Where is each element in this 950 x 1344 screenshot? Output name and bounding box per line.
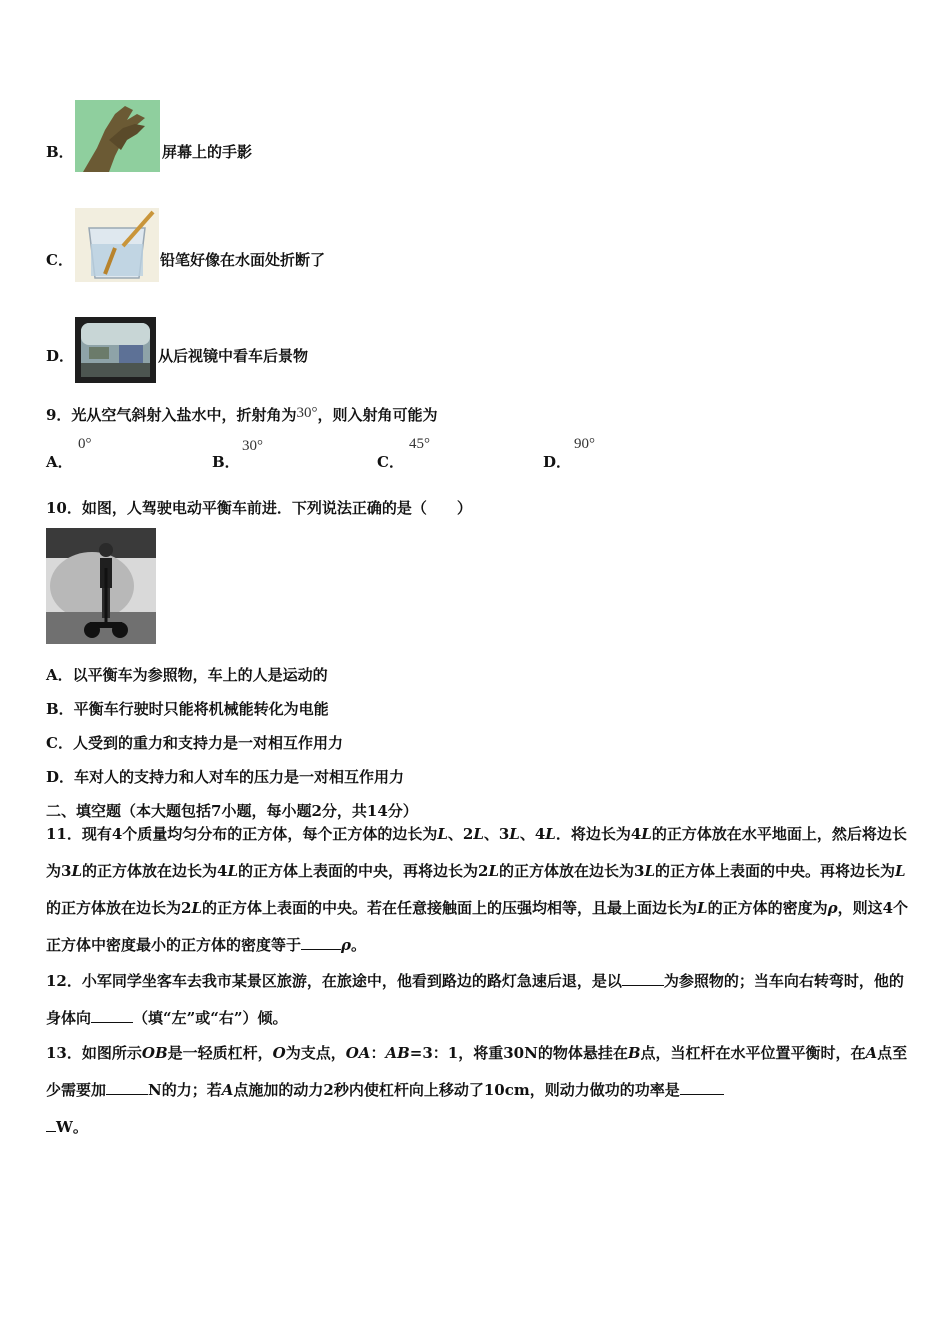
q11-text: 的正方体的密度为 <box>707 899 828 917</box>
var-l: L <box>545 825 556 843</box>
q13-text: ： <box>370 1044 386 1062</box>
q12-text: 12．小军同学坐客车去我市某景区旅游，在旅途中，他看到路边的路灯急速后退，是以 <box>46 972 622 990</box>
var-ob: OB <box>141 1044 168 1062</box>
q9-option-d-value: 90° <box>574 436 595 452</box>
q11-text: 的正方体放在边长为3 <box>498 862 645 880</box>
var-l: L <box>697 899 708 917</box>
q11-text: 的正方体上表面的中央。若在任意接触面上的压强均相等，且最上面边长为 <box>202 899 698 917</box>
option-d-label: D． <box>46 347 75 365</box>
q11-text: 的正方体上表面的中央，再将边长为2 <box>237 862 489 880</box>
q9-stem-text: 9．光从空气斜射入盐水中，折射角为 <box>46 406 297 424</box>
var-l: L <box>71 862 82 880</box>
var-l: L <box>473 825 484 843</box>
hand-shadow-photo <box>75 100 160 172</box>
q9-option-b-value: 30° <box>242 438 263 454</box>
question-13 <box>46 1035 911 1146</box>
q11-text: 、4 <box>519 825 546 843</box>
var-l: L <box>191 899 202 917</box>
var-o: O <box>272 1044 286 1062</box>
q10-option-c: C．人受到的重力和支持力是一对相互作用力 <box>46 734 343 752</box>
var-ab: AB <box>385 1044 410 1062</box>
q13-text: 13．如图所示 <box>46 1044 142 1062</box>
q9-option-d-label: D． <box>543 453 572 471</box>
q11-text: 11．现有4个质量均匀分布的正方体，每个正方体的边长为 <box>46 825 438 843</box>
var-l: L <box>227 862 238 880</box>
q13-text: =3：1，将重30N的物体悬挂在 <box>409 1044 628 1062</box>
rearview-mirror-photo <box>75 317 156 383</box>
option-b-label: B． <box>46 143 74 161</box>
q11-text: ，则这4个正方体中密度最小的正方体的密度等于 <box>46 899 908 954</box>
question-10-stem: 10．如图，人驾驶电动平衡车前进．下列说法正确的是（ ） <box>46 499 472 517</box>
section-2-title: 二、填空题（本大题包括7小题，每小题2分，共14分） <box>46 802 418 820</box>
q11-text: 。 <box>351 936 367 954</box>
q11-text: 、2 <box>447 825 474 843</box>
var-oa: OA <box>345 1044 371 1062</box>
answer-blank[interactable] <box>46 1117 56 1132</box>
option-d-text: 从后视镜中看车后景物 <box>158 347 309 365</box>
q11-text: 的正方体上表面的中央。再将边长为 <box>654 862 895 880</box>
q13-text: 为支点， <box>285 1044 346 1062</box>
var-a: A <box>865 1044 878 1062</box>
q9-stem-end: ，则入射角可能为 <box>317 406 438 424</box>
q13-text: W。 <box>56 1118 88 1136</box>
q10-option-a: A．以平衡车为参照物，车上的人是运动的 <box>46 666 328 684</box>
answer-blank[interactable] <box>680 1080 724 1095</box>
question-12 <box>46 963 911 1037</box>
q9-angle: 30° <box>296 405 318 421</box>
var-b: B <box>627 1044 641 1062</box>
answer-blank[interactable] <box>301 935 341 950</box>
q13-text: N的力；若 <box>148 1081 222 1099</box>
var-rho: ρ <box>827 899 838 917</box>
var-rho: ρ <box>341 936 351 954</box>
var-l: L <box>509 825 520 843</box>
q10-option-b: B．平衡车行驶时只能将机械能转化为电能 <box>46 700 329 718</box>
q11-text: 的正方体放在边长为4 <box>81 862 228 880</box>
var-l: L <box>437 825 448 843</box>
q9-option-c-value: 45° <box>409 436 430 452</box>
option-c-text: 铅笔好像在水面处折断了 <box>160 251 326 269</box>
var-l: L <box>641 825 652 843</box>
q13-text: 点，当杠杆在水平位置平衡时，在 <box>640 1044 866 1062</box>
balance-scooter-photo <box>46 528 156 644</box>
option-b-text: 屏幕上的手影 <box>162 143 253 161</box>
q9-option-b-label: B． <box>212 453 240 471</box>
q9-option-c-label: C． <box>377 453 404 471</box>
q13-text: 点至少需要加 <box>46 1044 908 1099</box>
question-9-stem <box>46 404 437 425</box>
var-l: L <box>644 862 655 880</box>
q13-text: 是一轻质杠杆， <box>167 1044 273 1062</box>
q13-text: 点施加的动力2秒内使杠杆向上移动了10cm，则动力做功的功率是 <box>233 1081 680 1099</box>
q9-option-a-label: A． <box>46 453 73 471</box>
q11-text: 、3 <box>483 825 510 843</box>
q12-text: 为参照物的；当车向右转弯时，他的身体向 <box>46 972 904 1027</box>
q11-text: ．将边长为4 <box>555 825 642 843</box>
q11-text: 的正方体放在水平地面上，然后将边长为3 <box>46 825 907 880</box>
q11-text: 的正方体放在边长为2 <box>46 899 192 917</box>
answer-blank[interactable] <box>91 1008 133 1023</box>
pencil-in-water-photo <box>75 208 159 282</box>
question-11 <box>46 816 911 964</box>
q9-option-a-value: 0° <box>78 436 92 452</box>
option-c-label: C． <box>46 251 73 269</box>
var-a: A <box>221 1081 234 1099</box>
q12-text: （填“左”或“右”）倾。 <box>133 1009 288 1027</box>
answer-blank[interactable] <box>106 1080 148 1095</box>
q10-option-d: D．车对人的支持力和人对车的压力是一对相互作用力 <box>46 768 405 786</box>
answer-blank[interactable] <box>622 971 664 986</box>
var-l: L <box>488 862 499 880</box>
var-l: L <box>895 862 906 880</box>
